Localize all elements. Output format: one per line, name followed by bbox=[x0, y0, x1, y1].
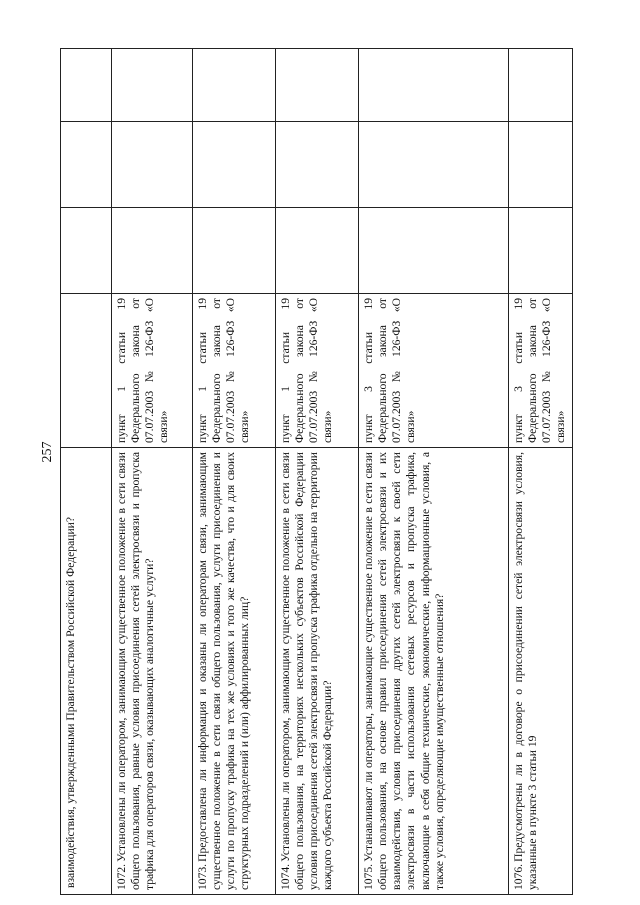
empty-cell bbox=[359, 122, 509, 208]
question-cell bbox=[359, 448, 509, 895]
legal-basis-cell: пункт 1 статьи 19 Федерального закона от 07.07.2003 № 126-ФЗ «О связи» bbox=[112, 294, 193, 448]
empty-cell bbox=[61, 49, 112, 122]
empty-cell bbox=[509, 122, 573, 208]
question-text: взаимодействия, утвержденными Правительством Российской Федерации? bbox=[64, 516, 77, 888]
page-number: 257 bbox=[40, 441, 55, 463]
empty-cell bbox=[61, 122, 112, 208]
table-row bbox=[359, 49, 509, 895]
legal-basis-cell: пункт 3 статьи 19 Федерального закона от 07.07.2003 № 126-ФЗ «О связи» bbox=[359, 294, 509, 448]
item-number: 1072. bbox=[115, 863, 128, 890]
item-number: 1074. bbox=[279, 863, 292, 890]
question-text: Устанавливают ли операторы, занимающие существенное положение в сети связи общего пользования, на основе правил присоединения сетей электросвязи и их взаимодействия, условия присоединения других сетей электросвязи к своей сети электросвязи в части использования сетевых ресурсов и пропуска трафика, включающие в себя общие технические, экономические, информационные условия, а также условия, определяющие имущественные отношения? bbox=[362, 452, 446, 890]
empty-cell bbox=[276, 122, 359, 208]
question-cell bbox=[276, 448, 359, 895]
question-text: Предоставлена ли информация и оказаны ли операторам связи, занимающим существенное положение в сети связи общего пользования, услуги присоединения и услуги по пропуску трафика на тех же условиях и того же качества, что и для своих структурных подразделений и (или) аффилированных лиц? bbox=[196, 452, 252, 890]
item-number: 1075. bbox=[362, 863, 375, 890]
question-cell bbox=[112, 448, 193, 895]
empty-cell bbox=[193, 208, 276, 294]
question-text: Установлены ли оператором, занимающим существенное положение в сети связи общего пользования, на территориях нескольких субъектов Российской Федерации условия присоединения сетей электросвязи и пропуска трафика отдельно на территории каждого субъекта Российской Федерации? bbox=[279, 452, 335, 890]
empty-cell bbox=[276, 49, 359, 122]
empty-cell bbox=[359, 208, 509, 294]
legal-basis-cell bbox=[61, 294, 112, 448]
question-cell bbox=[509, 448, 573, 895]
table-row bbox=[509, 49, 573, 895]
legal-basis-cell: пункт 1 статьи 19 Федерального закона от 07.07.2003 № 126-ФЗ «О связи» bbox=[276, 294, 359, 448]
table-row bbox=[61, 49, 112, 895]
question-text: Предусмотрены ли в договоре о присоединении сетей электросвязи условия, указанные в пункте 3 статьи 19 bbox=[512, 452, 540, 890]
table-row bbox=[193, 49, 276, 895]
rotated-table-frame bbox=[60, 49, 568, 895]
empty-cell bbox=[112, 122, 193, 208]
question-text: Установлены ли оператором, занимающим существенное положение в сети связи общего пользования, равные условия присоединения сетей электросвязи и пропуска трафика для операторов связи, оказывающих аналогичные услуги? bbox=[115, 452, 157, 890]
question-cell bbox=[193, 448, 276, 895]
empty-cell bbox=[61, 208, 112, 294]
empty-cell bbox=[112, 208, 193, 294]
item-number: 1073. bbox=[196, 863, 209, 890]
empty-cell bbox=[509, 49, 573, 122]
legal-basis-cell: пункт 3 статьи 19 Федерального закона от 07.07.2003 № 126-ФЗ «О связи» bbox=[509, 294, 573, 448]
rotated-table-content bbox=[60, 49, 568, 895]
empty-cell bbox=[509, 208, 573, 294]
legal-basis-cell: пункт 1 статьи 19 Федерального закона от 07.07.2003 № 126-ФЗ «О связи» bbox=[193, 294, 276, 448]
empty-cell bbox=[359, 49, 509, 122]
empty-cell bbox=[193, 49, 276, 122]
table-row bbox=[276, 49, 359, 895]
question-cell bbox=[61, 448, 112, 895]
table-row bbox=[112, 49, 193, 895]
empty-cell bbox=[276, 208, 359, 294]
requirements-table bbox=[60, 48, 573, 895]
empty-cell bbox=[112, 49, 193, 122]
empty-cell bbox=[193, 122, 276, 208]
item-number: 1076. bbox=[512, 863, 525, 890]
